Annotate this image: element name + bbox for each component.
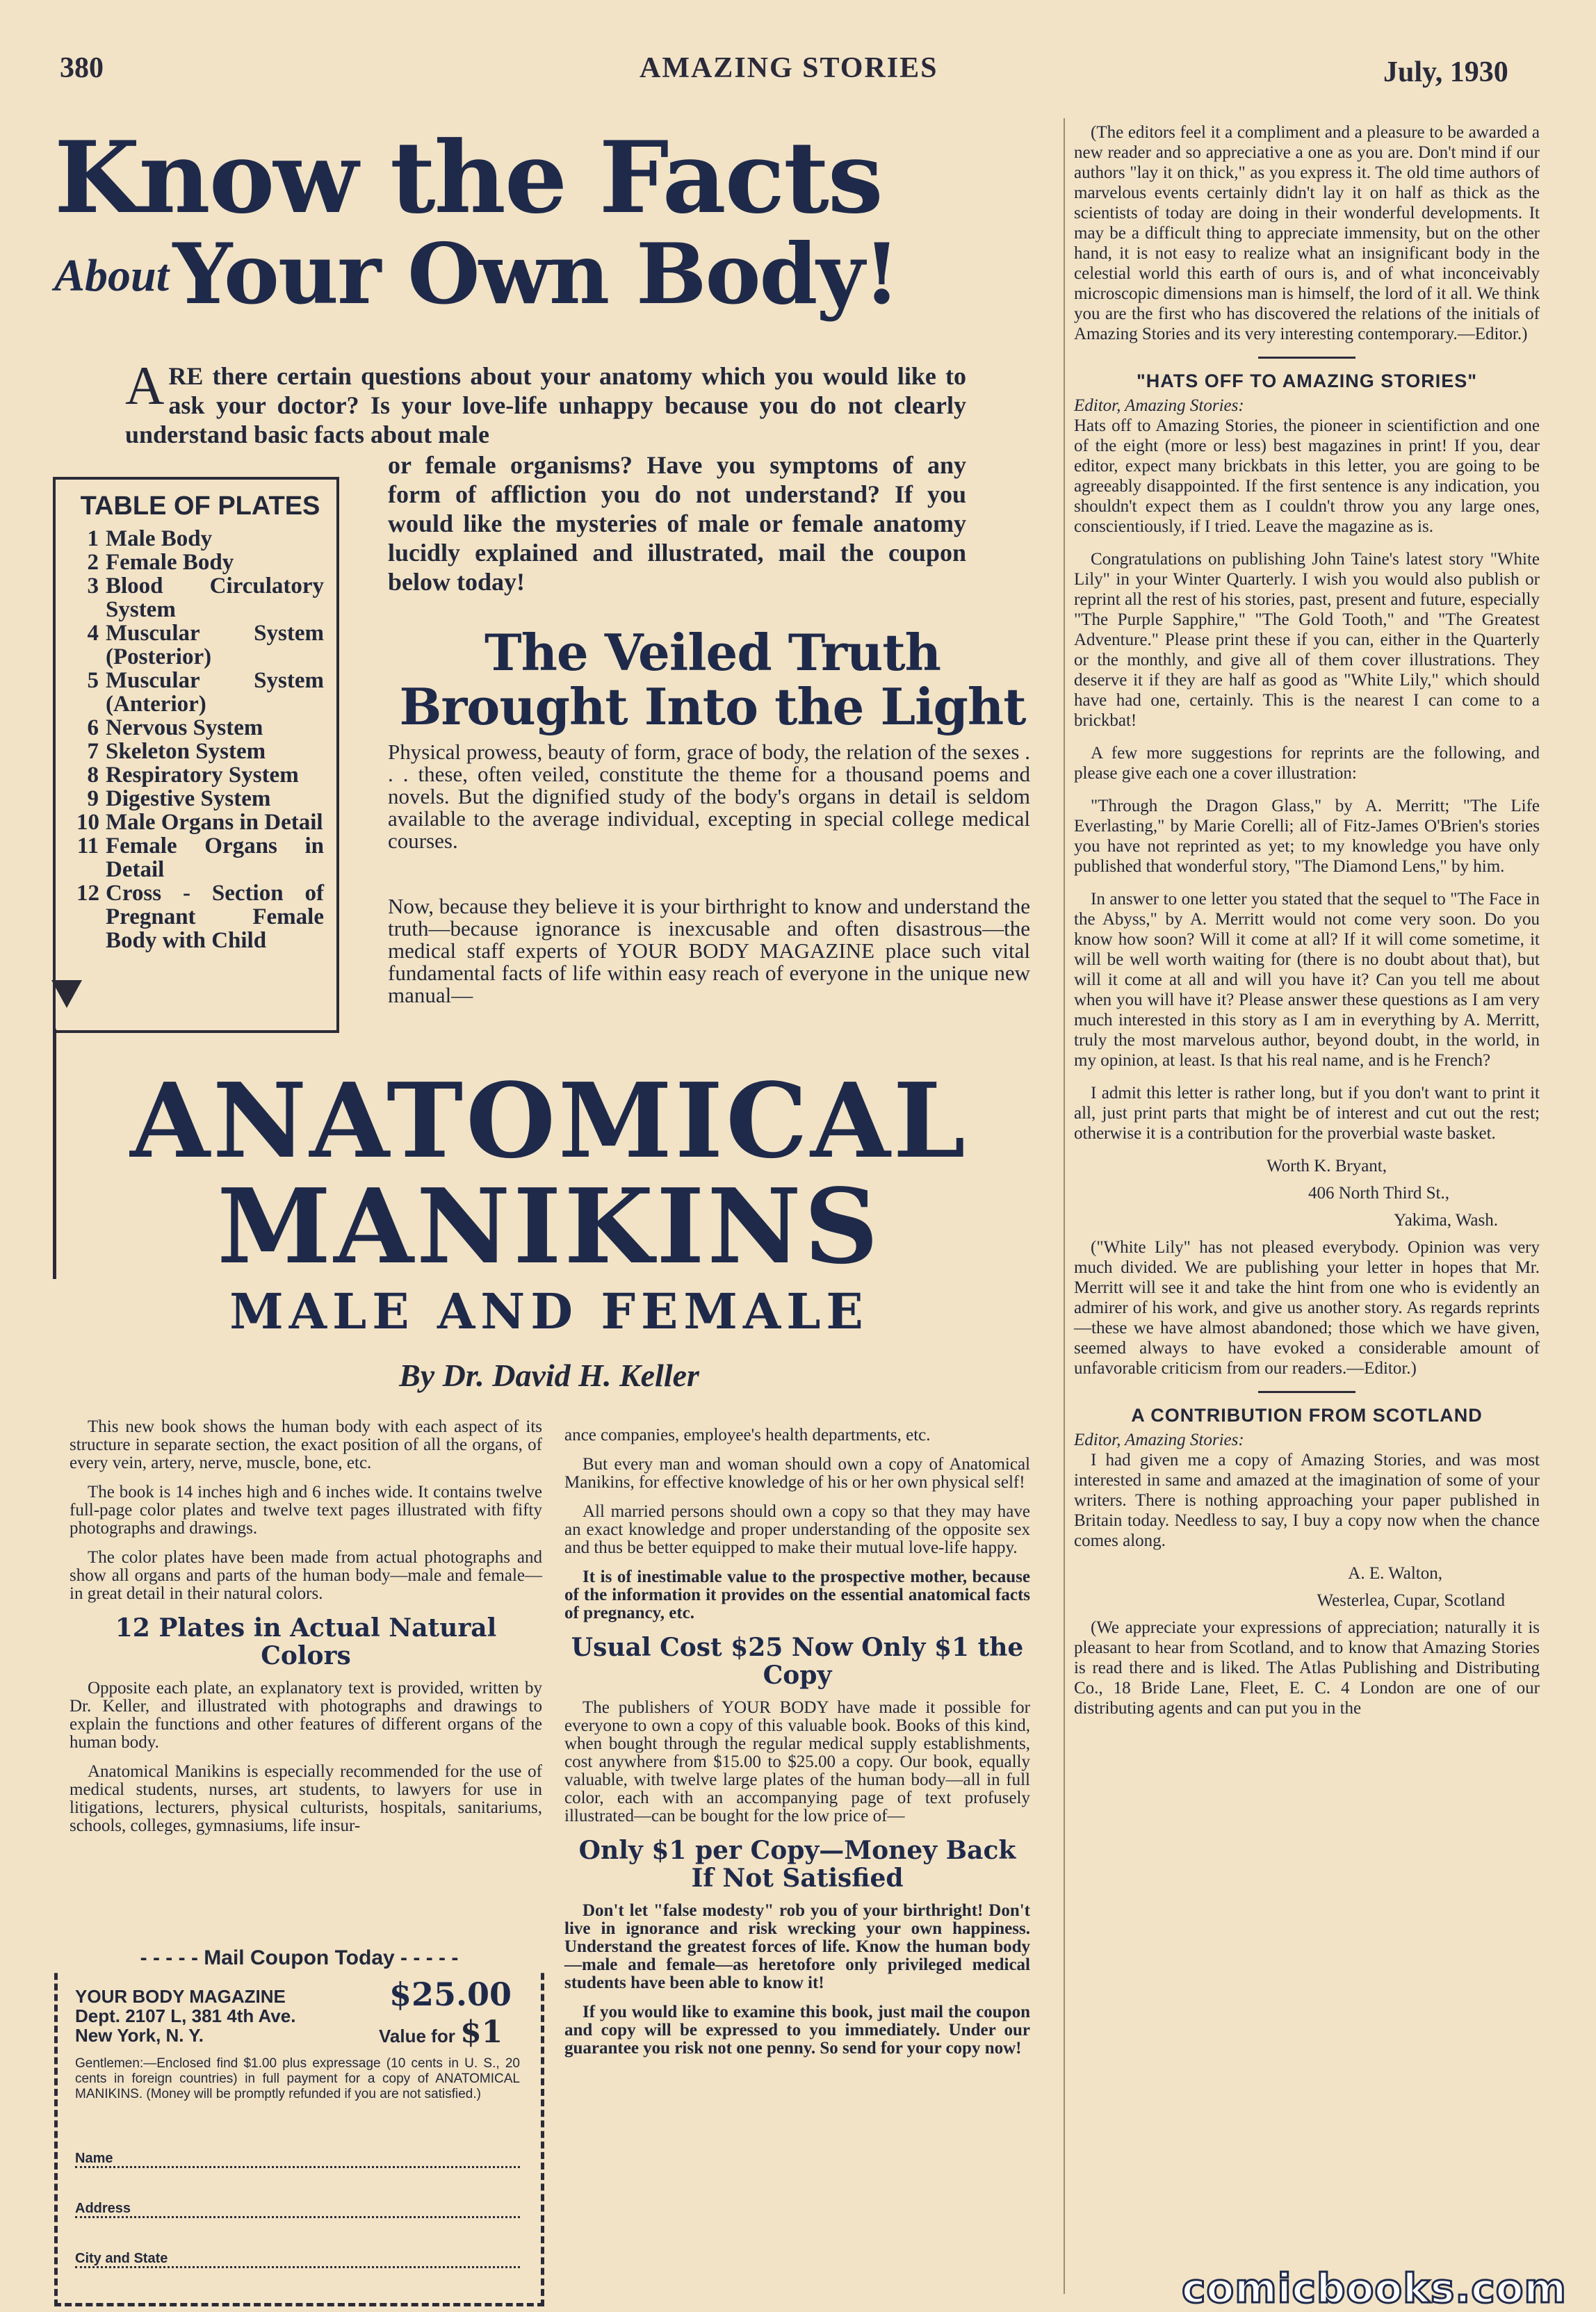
divider <box>1258 357 1355 359</box>
paragraph: Opposite each plate, an explanatory text is provided, written by Dr. Keller, and illustrated with photographs and drawings to explain the functions and other features of different organs of the human body. <box>70 1679 542 1752</box>
city-state-field[interactable] <box>75 2251 520 2268</box>
address-field[interactable] <box>75 2201 520 2218</box>
letter-paragraph: A few more suggestions for reprints are the following, and please give each one a cover illustration: <box>1074 744 1540 783</box>
toc-num: 3 <box>87 573 99 599</box>
letters-column <box>1074 122 1540 1731</box>
letter-paragraph: Congratulations on publishing John Taine's latest story "White Lily" in your Winter Quarterly. I wish you would also publish or reprint all the rest of his stories, past, present and future, especially "The Purple Sapphire," "The Gold Tooth," and "The Greatest Adventure." Please print these if you can, either in the Quarterly or the monthly, and give all of them cover illustrations. They deserve it if they are half as good as "White Lily," which should have had one, certainly. This is the nearest I can come to a brickbat! <box>1074 550 1540 730</box>
toc-text: Cross - Section of Pregnant Female Body with Child <box>106 881 324 953</box>
paragraph-bold: If you would like to examine this book, just mail the coupon and copy will be expressed to you immediately. Under our guarantee you risk not one penny. So send for your copy now! <box>564 2003 1030 2058</box>
paragraph: All married persons should own a copy so that they may have an exact knowledge and proper understanding of the opposite sex and thus be better equipped to make their mutual love-life happy. <box>564 1502 1030 1557</box>
ad-intro-continued: or female organisms? Have you symptoms of any form of affliction you do not understand? If you would like the mysteries of male or female anatomy lucidly explained and illustrated, mail the coupon below today! <box>388 451 966 596</box>
toc-item <box>76 740 324 763</box>
cost-heading: Usual Cost $25 Now Only $1 the Copy <box>571 1633 1024 1690</box>
address-field-label: Address <box>75 2201 131 2216</box>
toc-text: Muscular System (Anterior) <box>106 668 324 717</box>
arrow-icon <box>51 980 82 1008</box>
coupon-address-line: YOUR BODY MAGAZINE <box>75 1986 286 2007</box>
toc-num: 9 <box>87 786 99 811</box>
coupon-text: Gentlemen:—Enclosed find $1.00 plus expressage (10 cents in U. S., 20 cents in foreign countries) in full payment for a copy of ANATOMICAL MANIKINS. (Money will be promptly refunded if you are not satisfied.) <box>75 2056 520 2101</box>
divider <box>1258 1391 1355 1393</box>
toc-text: Nervous System <box>106 715 263 740</box>
paragraph-now: Now, because they believe it is your birthright to know and understand the truth—because ignorance is inexcusable and often disastrous—the medical staff experts of YOUR BODY MAGAZINE place such vital fundamental facts of life within easy reach of everyone in the unique new manual— <box>388 894 1030 1007</box>
toc-item <box>76 527 324 551</box>
toc-item <box>76 834 324 881</box>
book-subtitle: MALE AND FEMALE <box>229 1283 869 1340</box>
toc-text: Muscular System (Posterior) <box>106 621 324 669</box>
paragraph-bold: Don't let "false modesty" rob you of your birthright! Don't live in ignorance and risk wrecking your own happiness. Understand the greatest forces of life. Know the human body—male and female—as heretofore only privileged medical students have been able to know it! <box>564 1901 1030 1992</box>
toc-text: Digestive System <box>106 786 271 811</box>
salutation: Editor, Amazing Stories: <box>1074 1431 1244 1449</box>
toc-text: Male Organs in Detail <box>106 810 323 835</box>
ad-headline-body: Your Own Body! <box>172 225 899 323</box>
name-field[interactable] <box>75 2151 520 2168</box>
coupon-address-line: Dept. 2107 L, 381 4th Ave. <box>75 2005 296 2026</box>
intro-text: RE there certain questions about your anatomy which you would like to ask your doctor? Is your love-life unhappy because you do not clearly understand basic facts about male <box>125 362 966 448</box>
letter-paragraph: Hats off to Amazing Stories, the pioneer in scientifiction and one of the eight (more or less) best magazines in print! If you, dear editor, expect many brickbats in this letter, you are going to be agreeably disappointed. If the first sentence is any indication, you shouldn't expect them as I couldn't throw you any large ones, conscientiously, if I tried. Leave the magazine as is. <box>1074 416 1540 536</box>
toc-num: 1 <box>87 526 99 551</box>
ad-intro <box>125 355 966 449</box>
byline: By Dr. David H. Keller <box>399 1358 699 1393</box>
paragraph-veiled: Physical prowess, beauty of form, grace of body, the relation of the sexes . . . these, often veiled, constitute the theme for a thousand poems and novels. But the dignified study of the body's organs in detail is seldom available to the average individual, excepting in special college medical courses. <box>388 740 1030 853</box>
letter-paragraph: I had given me a copy of Amazing Stories, and was most interested in same and amazed at the imagination of some of your writers. There is nothing approaching your paper published in Britain today. Needless to say, I buy a copy now when the chance comes along. <box>1074 1451 1540 1550</box>
toc-text: Female Organs in Detail <box>106 833 324 882</box>
ad-column-a <box>70 1418 542 1846</box>
editor-note: (We appreciate your expressions of appreciation; naturally it is pleasant to hear from Scotland, and to know that Amazing Stories is read there and is liked. The Atlas Publishing and Distributing Co., 18 Bride Lane, Fleet, E. C. 4 London are one of our distributing agents and can put you in the <box>1074 1618 1540 1718</box>
paragraph: Anatomical Manikins is especially recommended for the use of medical students, nurses, art students, to lawyers for use in litigations, lecturers, physical culturists, hospitals, sanitariums, schools, colleges, gymnasiums, life insur- <box>70 1762 542 1835</box>
signature: Westerlea, Cupar, Scotland <box>1317 1591 1505 1610</box>
name-field-label: Name <box>75 2151 113 2166</box>
paragraph: The publishers of YOUR BODY have made it possible for everyone to own a copy of this valuable book. Books of this kind, when bought through the regular medical supply establishments, cost anywhere from $15.00 to $25.00 a copy. Our book, equally valuable, with twelve large plates of the human body—all in full color, each with an accompanying page of text profusely illustrated—can be bought for the low price of— <box>564 1698 1030 1825</box>
magazine-title: AMAZING STORIES <box>640 52 938 84</box>
toc-text: Male Body <box>106 526 213 551</box>
paragraph-bold: It is of inestimable value to the prospective mother, because of the information it provides on the essential anatomical facts of pregnancy, etc. <box>564 1568 1030 1622</box>
signature: 406 North Third St., <box>1308 1184 1449 1203</box>
toc-item <box>76 716 324 740</box>
letter-heading: A CONTRIBUTION FROM SCOTLAND <box>1131 1405 1483 1426</box>
paragraph: But every man and woman should own a copy of Anatomical Manikins, for effective knowledge of his or her own physical self! <box>564 1455 1030 1492</box>
toc-item <box>76 669 324 716</box>
page-number: 380 <box>60 52 104 84</box>
ad-headline: Know the Facts <box>54 120 882 236</box>
toc-num: 10 <box>76 810 99 835</box>
plates-heading: 12 Plates in Actual Natural Colors <box>115 1613 497 1670</box>
coupon-address <box>75 1987 367 2045</box>
toc-num: 11 <box>76 833 99 858</box>
signature: Yakima, Wash. <box>1394 1211 1498 1230</box>
price-value: $1 <box>460 2014 503 2050</box>
column-divider <box>1064 118 1065 2294</box>
money-back-heading: Only $1 per Copy—Money Back If Not Satisfied <box>578 1836 1016 1893</box>
paragraph: This new book shows the human body with each aspect of its structure in separate section, the exact position of all the organs, of every vein, artery, nerve, muscle, bone, etc. <box>70 1417 542 1472</box>
city-field-label: City and State <box>75 2251 168 2266</box>
paragraph: The book is 14 inches high and 6 inches wide. It contains twelve full-page color plates and twelve text pages illustrated with fifty photographs and drawings. <box>70 1483 542 1538</box>
coupon-new-price <box>379 2014 503 2050</box>
signature: Worth K. Bryant, <box>1267 1157 1387 1175</box>
toc-title: TABLE OF PLATES <box>80 491 320 521</box>
toc-num: 6 <box>87 715 99 740</box>
price-label: Value for <box>379 2026 455 2046</box>
toc-num: 7 <box>87 739 99 764</box>
toc-item <box>76 574 324 621</box>
toc-num: 8 <box>87 763 99 788</box>
toc-item <box>76 551 324 574</box>
letter-paragraph: "Through the Dragon Glass," by A. Merritt; "The Life Everlasting," by Marie Corelli; all of Fitz-James O'Brien's stories you have not reprinted as yet; to my knowledge you have only published that wonderful story, "The Diamond Lens," by him. <box>1074 797 1540 876</box>
letter-paragraph: I admit this letter is rather long, but if you don't want to print it all, just print parts that might be of interest and cut out the rest; otherwise it is a contribution for the proverbial waste basket. <box>1074 1084 1540 1143</box>
book-title-1: ANATOMICAL <box>130 1060 968 1181</box>
toc-num: 2 <box>87 550 99 575</box>
toc-item <box>76 787 324 811</box>
toc-text: Blood Circulatory System <box>106 573 324 622</box>
ad-headline-2 <box>54 225 1048 323</box>
signature: A. E. Walton, <box>1348 1564 1442 1583</box>
issue-date: July, 1930 <box>1383 56 1508 88</box>
toc-item <box>76 763 324 787</box>
toc-text: Female Body <box>106 550 234 575</box>
table-of-plates <box>53 477 339 1033</box>
editor-note: ("White Lily" has not pleased everybody. Opinion was very much divided. We are publishing your letter in hopes that Mr. Merritt will see it and take the hint from one who is evidently an admirer of his work, and give us another story. As regards reprints—these we have almost abandoned; those which we have given, seemed always to have evoked a considerable amount of unfavorable criticism from our readers.—Editor.) <box>1074 1238 1540 1378</box>
toc-num: 12 <box>76 881 99 906</box>
letter-heading: "HATS OFF TO AMAZING STORIES" <box>1136 371 1478 391</box>
toc-item <box>76 811 324 834</box>
ad-headline-about: About <box>54 250 170 301</box>
letter-paragraph: In answer to one letter you stated that the sequel to "The Face in the Abyss," by A. Merritt would not come very soon. Do you know how soon? Will it come at all? If it will come sometime, it will be well worth waiting for (there is no doubt about that), but will it come at all and will you have it? Can you tell me about when you will have it? Please answer these questions as I am very much interested in this story as I am in everything by A. Merritt, truly the most marvelous author, beyond doubt, in the world, in my opinion, at least. Is that his real name, and is he French? <box>1074 890 1540 1070</box>
coupon-old-price: $25.00 <box>389 1976 512 2013</box>
coupon-address-line: New York, N. Y. <box>75 2025 204 2046</box>
editor-note: (The editors feel it a compliment and a pleasure to be awarded a new reader and so appreciative a one as you are. Don't mind if our authors "lay it on thick," as you express it. The old time authors of marvelous events certainly didn't lay it on half as thick as the scientists of today are doing in their wonderful developments. It may be a difficult thing to appreciate immensity, but on the other hand, it is not easy to realize what an insignificant body in the celestial world this earth of ours is, and of what inconceivably microscopic dimensions man is himself, the lord of it all. We think you are the first who has discovered the relations of the initials of Amazing Stories and its very interesting contemporary.—Editor.) <box>1074 123 1540 343</box>
paragraph: The color plates have been made from actual photographs and show all organs and parts of the human body—male and female—in great detail in their natural colors. <box>70 1548 542 1603</box>
ad-column-b <box>564 1426 1030 2069</box>
toc-num: 5 <box>87 668 99 693</box>
toc-item <box>76 881 324 952</box>
drop-cap: A <box>125 355 165 416</box>
book-title-2: MANIKINS <box>217 1166 881 1287</box>
toc-text: Skeleton System <box>106 739 266 764</box>
watermark: comicbooks.com <box>1182 2265 1567 2312</box>
toc-num: 4 <box>87 621 99 646</box>
toc-item <box>76 621 324 669</box>
salutation: Editor, Amazing Stories: <box>1074 396 1244 415</box>
coupon-header-text: Mail Coupon Today <box>204 1946 395 1969</box>
paragraph: ance companies, employee's health departments, etc. <box>564 1426 931 1444</box>
subheading: The Veiled Truth Brought Into the Light <box>399 623 1026 736</box>
toc-text: Respiratory System <box>106 763 299 788</box>
coupon-header: - - - - - Mail Coupon Today - - - - - <box>54 1946 544 1970</box>
